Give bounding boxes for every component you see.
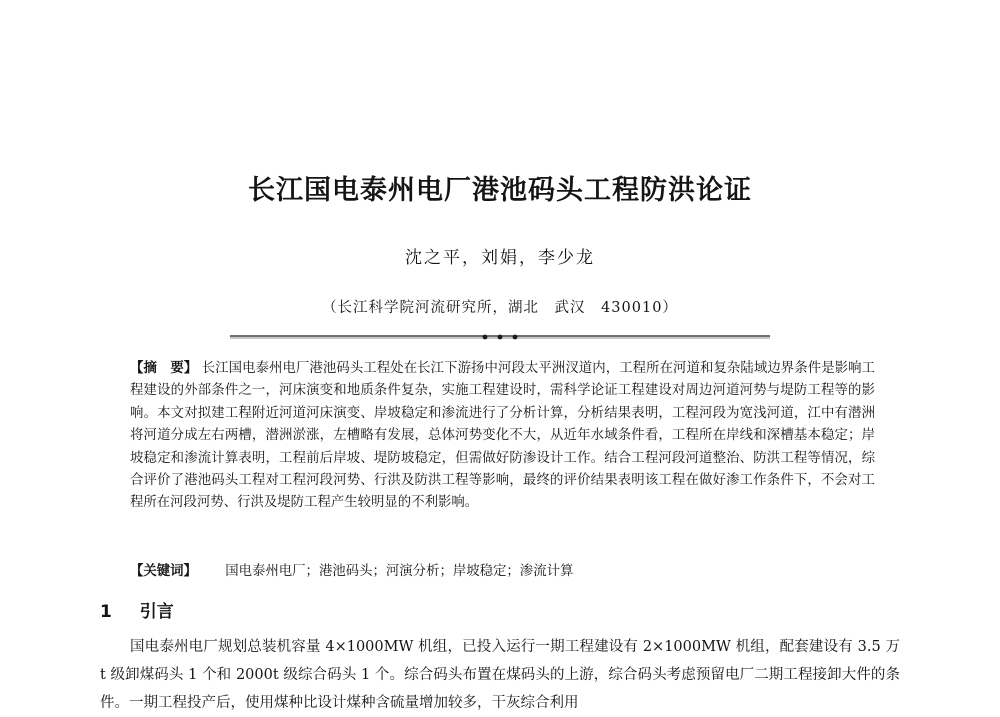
section-number: 1 (100, 602, 112, 622)
section-heading (100, 597, 174, 622)
keywords (130, 560, 875, 579)
section-title: 引言 (139, 602, 174, 622)
keywords-label: 【关键词】 (130, 564, 197, 579)
abstract-text: 长江国电泰州电厂港池码头工程处在长江下游扬中河段太平洲汊道内，工程所在河道和复杂陆域边界条件是影响工程建设的外部条件之一，河床演变和地质条件复杂，实施工程建设时，需科学论证工程建设对周边河道河势与堤防工程等的影响。本文对拟建工程附近河道河床演变、岸坡稳定和渗流进行了分析计算，分析结果表明，工程河段为宽浅河道，江中有潜洲将河道分成左右两槽，潜洲淤涨，左槽略有发展，总体河势变化不大，从近年水域条件看，工程所在岸线和深槽基本稳定；岸坡稳定和渗流计算表明，工程前后岸坡、堤防坡稳定，但需做好防渗设计工作。结合工程河段河道整治、防洪工程等情况，综合评价了港池码头工程对工程河段河势、行洪及防洪工程等影响，最终的评价结果表明该工程在做好渗工作条件下，不会对工程所在河段河势、行洪及堤防工程产生较明显的不利影响。 (130, 361, 876, 511)
keywords-text: 国电泰州电厂；港池码头；河演分析；岸坡稳定；渗流计算 (225, 564, 574, 579)
affiliation: （长江科学院河流研究所，湖北 武汉 430010） (322, 300, 678, 316)
abstract-label: 【摘 要】 (130, 361, 198, 376)
paper-title: 长江国电泰州电厂港池码头工程防洪论证 (248, 175, 752, 206)
abstract (130, 358, 875, 515)
authors: 沈之平，刘娟，李少龙 (405, 248, 595, 268)
title-divider (230, 330, 770, 342)
body-paragraph: 国电泰州电厂规划总装机容量 4×1000MW 机组，已投入运行一期工程建设有 2×1000MW 机组，配套建设有 3.5 万 t 级卸煤码头 1 个和 2000t 级综合码头 1 个。综合码头布置在煤码头的上游，综合码头考虑预留电厂二期工程接卸大件的条件。一期工程投产后，使用煤种比设计煤种含硫量增加较多，干灰综合利用 (100, 639, 900, 711)
